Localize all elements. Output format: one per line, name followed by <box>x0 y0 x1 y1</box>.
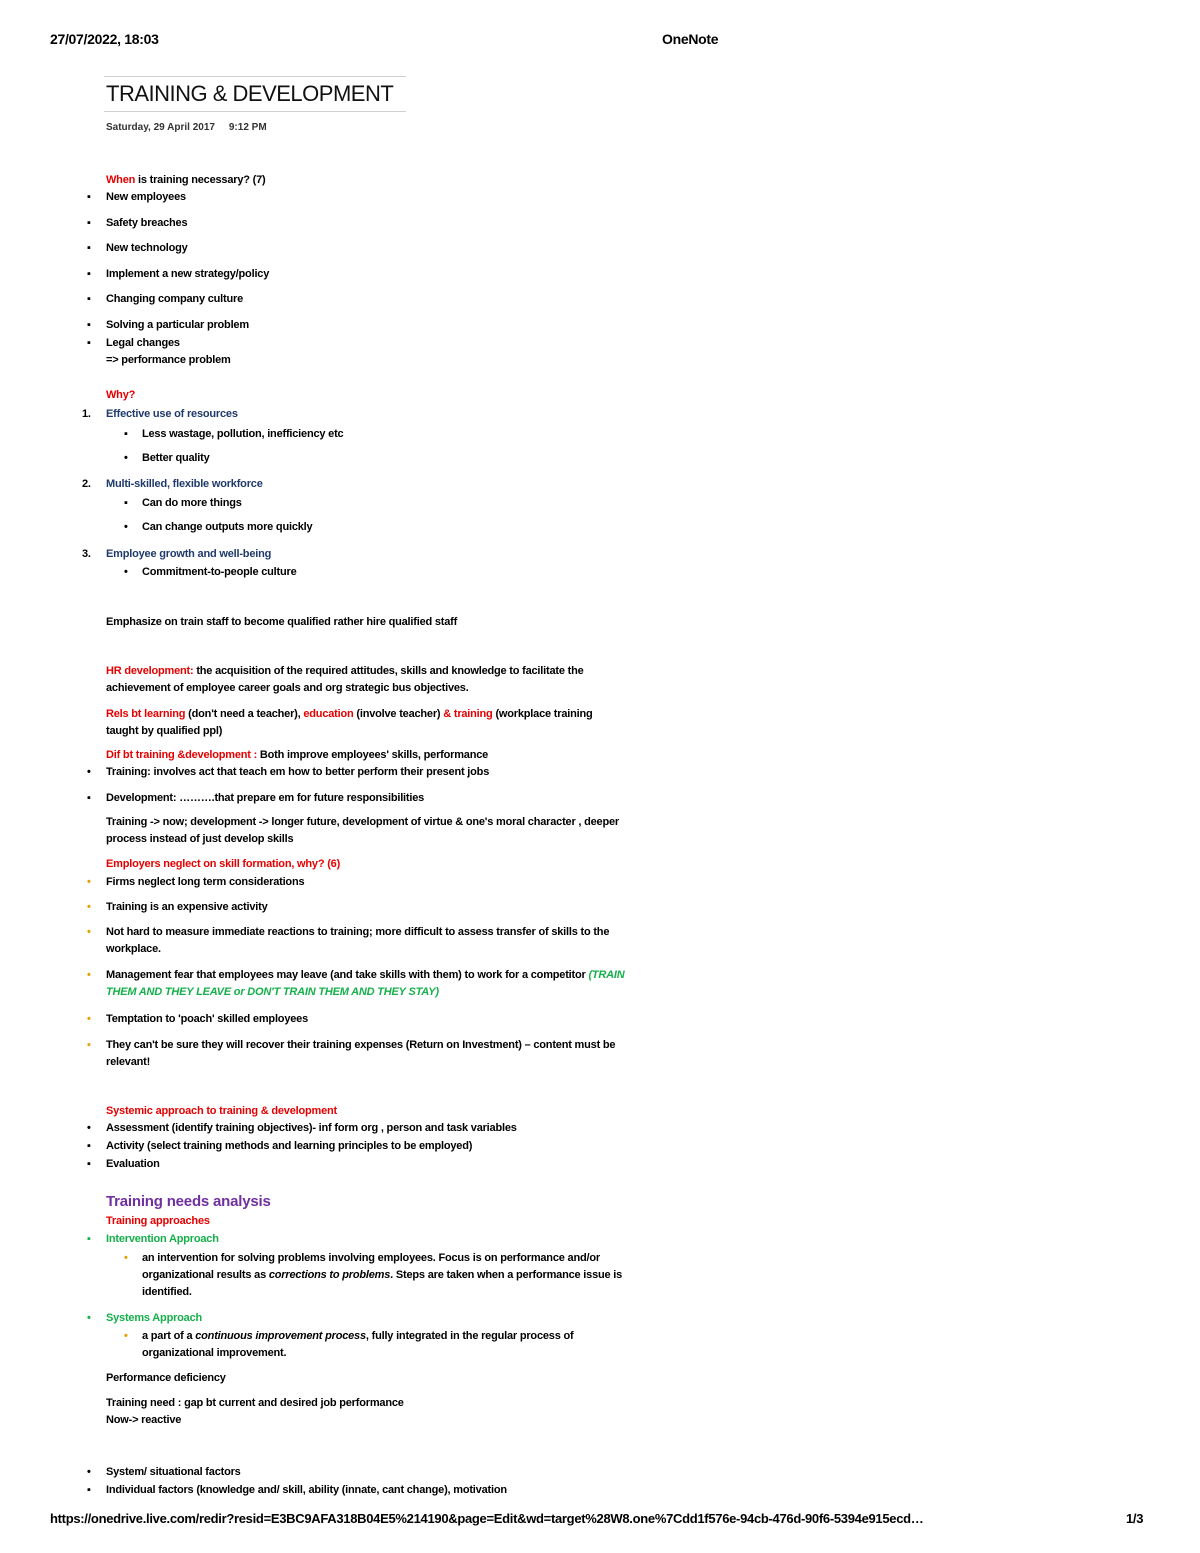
list-item: Training: involves act that teach em how to better perform their present jobs <box>106 766 490 778</box>
training-need: Training need : gap bt current and desired job performance <box>106 1397 404 1409</box>
rels-text: (workplace training <box>492 708 593 720</box>
when-result: => performance problem <box>106 354 231 366</box>
dif-label: Dif bt training &development : <box>106 749 258 761</box>
list-item: They can't be sure they will recover their training expenses (Return on Investment) – content must be <box>106 1039 616 1051</box>
list-item: Solving a particular problem <box>106 319 249 331</box>
sa-line2: organizational improvement. <box>142 1347 287 1359</box>
neglect-text: Management fear that employees may leave (and take skills with them) to work for a competitor <box>106 969 589 981</box>
now-reactive: Now-> reactive <box>106 1414 182 1426</box>
sub-item: Can do more things <box>142 497 242 509</box>
systemic-heading: Systemic approach to training & development <box>106 1105 338 1117</box>
when-label: When <box>106 174 136 186</box>
bullet-icon: • <box>124 1330 128 1342</box>
bullet-icon: • <box>124 1252 128 1264</box>
intervention-approach: Intervention Approach <box>106 1233 219 1245</box>
print-app-name: OneNote <box>662 31 719 47</box>
sub-item: Less wastage, pollution, inefficiency etc <box>142 428 344 440</box>
bullet-icon: ▪ <box>87 217 91 229</box>
bullet-icon: ▪ <box>87 337 91 349</box>
list-item: Individual factors (knowledge and/ skill, ability (innate, cant change), motivation <box>106 1484 507 1496</box>
why-heading: Why? <box>106 389 136 401</box>
systems-approach: Systems Approach <box>106 1312 203 1324</box>
print-datetime: 27/07/2022, 18:03 <box>50 31 159 47</box>
page-title: TRAINING & DEVELOPMENT <box>106 81 394 106</box>
rels-line1 <box>106 708 593 720</box>
list-item: Legal changes <box>106 337 180 349</box>
bullet-icon: • <box>87 1122 91 1134</box>
sa-text: , fully integrated in the regular process of <box>365 1330 574 1342</box>
bullet-icon: • <box>124 521 128 533</box>
bullet-icon: • <box>87 969 91 981</box>
neglect-green-note-cont: THEM AND THEY LEAVE or DON'T TRAIN THEM AND THEY STAY) <box>106 986 439 998</box>
list-item: System/ situational factors <box>106 1466 241 1478</box>
sa-italic: continuous improvement process <box>195 1330 366 1342</box>
rels-label: Rels bt learning <box>106 708 186 720</box>
list-item: Not hard to measure immediate reactions to training; more difficult to assess transfer of skills to the <box>106 926 610 938</box>
dif-line <box>106 749 488 761</box>
bullet-icon: • <box>87 1312 91 1324</box>
bullet-icon: ▪ <box>87 1039 91 1051</box>
list-item <box>106 969 625 981</box>
sa-text: a part of a <box>142 1330 196 1342</box>
sub-item: Can change outputs more quickly <box>142 521 313 533</box>
list-item: Temptation to 'poach' skilled employees <box>106 1013 308 1025</box>
rels-training: & training <box>443 708 493 720</box>
ia-text: organizational results as <box>142 1269 269 1281</box>
list-item: Implement a new strategy/policy <box>106 268 270 280</box>
dif-text: Both improve employees' skills, performance <box>257 749 489 761</box>
bullet-icon: • <box>87 766 91 778</box>
hr-development-text: the acquisition of the required attitudes, skills and knowledge to facilitate the <box>193 665 584 677</box>
ia-line2 <box>142 1269 622 1281</box>
ia-line3: identified. <box>142 1286 192 1298</box>
why-item-1: Effective use of resources <box>106 408 238 420</box>
list-item: Changing company culture <box>106 293 243 305</box>
bullet-icon: ▪ <box>87 319 91 331</box>
why-item-2: Multi-skilled, flexible workforce <box>106 478 263 490</box>
ia-line1: an intervention for solving problems involving employees. Focus is on performance and/or <box>142 1252 600 1264</box>
bullet-icon: • <box>124 566 128 578</box>
tna-subheading: Training approaches <box>106 1215 210 1227</box>
when-rest: is training necessary? (7) <box>135 174 266 186</box>
bullet-icon: ▪ <box>87 792 91 804</box>
list-item: Assessment (identify training objectives)- inf form org , person and task variables <box>106 1122 517 1134</box>
when-question <box>106 174 265 186</box>
rels-education: education <box>303 708 354 720</box>
bullet-icon: ▪ <box>87 293 91 305</box>
bullet-icon: ▪ <box>87 1158 91 1170</box>
bullet-icon: ▪ <box>87 191 91 203</box>
list-item: Firms neglect long term considerations <box>106 876 305 888</box>
print-page-number: 1/3 <box>1126 1511 1144 1526</box>
why-item-3: Employee growth and well-being <box>106 548 272 560</box>
rels-line2: taught by qualified ppl) <box>106 725 223 737</box>
list-item: Training is an expensive activity <box>106 901 268 913</box>
time-text: 9:12 PM <box>228 122 267 133</box>
bullet-icon: ▪ <box>124 428 128 440</box>
bullet-icon: ▪ <box>87 268 91 280</box>
bullet-icon: ▪ <box>87 242 91 254</box>
ia-italic: corrections to problems <box>268 1269 391 1281</box>
rels-text: (involve teacher) <box>353 708 444 720</box>
list-item-cont: relevant! <box>106 1056 151 1068</box>
neglect-heading: Employers neglect on skill formation, why? (6) <box>106 858 341 870</box>
bullet-icon: ▪ <box>87 1233 91 1245</box>
bullet-icon: • <box>87 926 91 938</box>
hr-development-line1 <box>106 665 584 677</box>
list-item: Activity (select training methods and learning principles to be employed) <box>106 1140 473 1152</box>
performance-deficiency: Performance deficiency <box>106 1372 226 1384</box>
list-item: New employees <box>106 191 186 203</box>
date-text: Saturday, 29 April 2017 <box>106 122 215 133</box>
list-item: Evaluation <box>106 1158 160 1170</box>
list-item: Development: ……….that prepare em for future responsibilities <box>106 792 425 804</box>
emphasize-note: Emphasize on train staff to become qualified rather hire qualified staff <box>106 616 458 628</box>
bullet-icon: ▪ <box>87 1484 91 1496</box>
list-item-cont: workplace. <box>106 943 161 955</box>
bullet-icon: ▪ <box>124 497 128 509</box>
sa-line1 <box>142 1330 573 1342</box>
bullet-icon: • <box>87 1466 91 1478</box>
dif-note-line1: Training -> now; development -> longer future, development of virtue & one's moral character , deeper <box>106 816 619 828</box>
list-item: Safety breaches <box>106 217 188 229</box>
bullet-icon: • <box>87 901 91 913</box>
neglect-green-note: (TRAIN <box>588 969 625 981</box>
rels-text: (don't need a teacher), <box>185 708 304 720</box>
bullet-icon: • <box>87 1013 91 1025</box>
page-date <box>106 122 267 133</box>
hr-development-label: HR development: <box>106 665 194 677</box>
list-number: 1. <box>82 408 91 420</box>
hr-development-line2: achievement of employee career goals and org strategic bus objectives. <box>106 682 469 694</box>
ia-text: . Steps are taken when a performance issue is <box>390 1269 623 1281</box>
list-number: 2. <box>82 478 91 490</box>
bullet-icon: • <box>87 876 91 888</box>
list-number: 3. <box>82 548 91 560</box>
tna-heading: Training needs analysis <box>106 1193 271 1210</box>
bullet-icon: ▪ <box>87 1140 91 1152</box>
print-url: https://onedrive.live.com/redir?resid=E3BC9AFA318B04E5%214190&page=Edit&wd=target%28W8.one%7Cdd1f576e-94cb-476d-90f6-5394e915ecd… <box>50 1511 924 1526</box>
list-item: New technology <box>106 242 188 254</box>
sub-item: Commitment-to-people culture <box>142 566 297 578</box>
bullet-icon: • <box>124 452 128 464</box>
dif-note-line2: process instead of just develop skills <box>106 833 294 845</box>
sub-item: Better quality <box>142 452 210 464</box>
